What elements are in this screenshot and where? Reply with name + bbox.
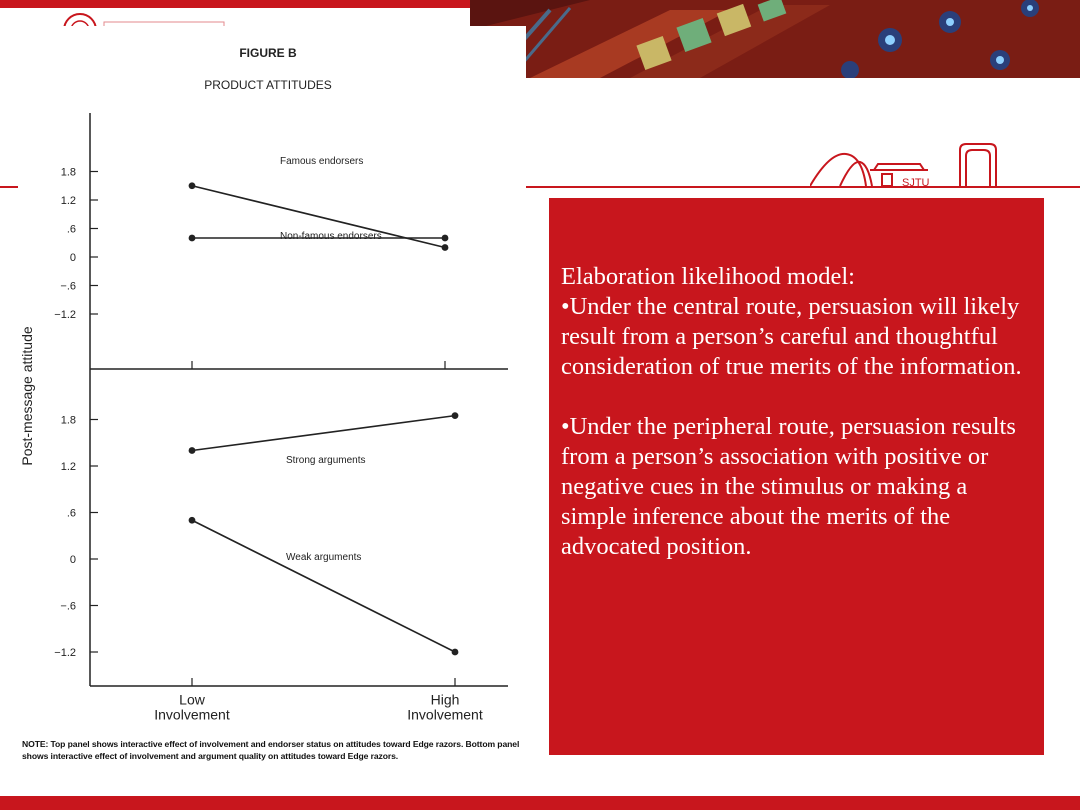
paragraph-gap xyxy=(561,382,1036,412)
data-point xyxy=(189,182,196,189)
y-axis-label: Post-message attitude xyxy=(19,326,35,466)
figure-subtitle: PRODUCT ATTITUDES xyxy=(204,78,332,92)
x-label-low-2: Involvement xyxy=(154,706,230,723)
y-tick-label: 1.2 xyxy=(60,461,76,473)
gate-skyline-icon xyxy=(810,140,1010,190)
y-tick-label: 1.8 xyxy=(60,166,76,179)
series-label: Weak arguments xyxy=(286,552,362,563)
x-label-high-2: Involvement xyxy=(407,706,483,723)
elm-text-box xyxy=(549,198,1044,755)
temple-eaves-banner xyxy=(470,0,1080,78)
gate-skyline xyxy=(810,140,1010,190)
y-tick-label: −1.2 xyxy=(54,647,76,659)
figure-title: FIGURE B xyxy=(239,46,297,60)
data-point xyxy=(189,517,196,524)
peripheral-route-bullet: •Under the peripheral route, persuasion results from a person’s association with positive or negative cues in the stimulus or making a simple inference about the merits of the advocated position. xyxy=(561,413,1016,560)
y-tick-label: 1.8 xyxy=(60,414,76,427)
temple-eaves-photo xyxy=(470,0,1080,78)
series-label: Famous endorsers xyxy=(280,156,364,167)
figure-note: NOTE: Top panel shows interactive effect of involvement and endorser status on attitudes toward Edge razors. Bottom panel shows interactive effect of involvement and argument quality on attitudes toward Edge razors. xyxy=(22,739,520,761)
y-tick-label: −1.2 xyxy=(54,309,76,321)
data-point xyxy=(442,244,449,251)
data-point xyxy=(189,235,196,242)
y-tick-label: −.6 xyxy=(60,280,76,293)
y-tick-label: −.6 xyxy=(60,600,76,613)
series-line xyxy=(192,520,455,652)
y-tick-label: 0 xyxy=(69,252,76,264)
data-point xyxy=(452,649,459,656)
svg-text:SJTU: SJTU xyxy=(902,177,930,189)
series-label: Non-famous endorsers xyxy=(280,231,382,242)
series-label: Strong arguments xyxy=(286,455,366,466)
y-tick-label: .6 xyxy=(66,223,76,236)
y-tick-label: .6 xyxy=(66,507,76,520)
elm-heading: Elaboration likelihood model: xyxy=(561,263,855,290)
data-point xyxy=(189,447,196,454)
data-point xyxy=(452,412,459,419)
product-attitudes-chart xyxy=(18,26,526,731)
y-tick-label: 0 xyxy=(69,554,76,566)
bottom-red-bar xyxy=(0,796,1080,810)
figure-b xyxy=(18,26,526,788)
series-line xyxy=(192,416,455,451)
x-label-high-1: High xyxy=(430,691,460,708)
x-label-low-1: Low xyxy=(179,691,205,708)
central-route-bullet: •Under the central route, persuasion will likely result from a person’s careful and thoughtful consideration of true merits of the information. xyxy=(561,293,1022,380)
data-point xyxy=(442,235,449,242)
y-tick-label: 1.2 xyxy=(60,195,76,207)
